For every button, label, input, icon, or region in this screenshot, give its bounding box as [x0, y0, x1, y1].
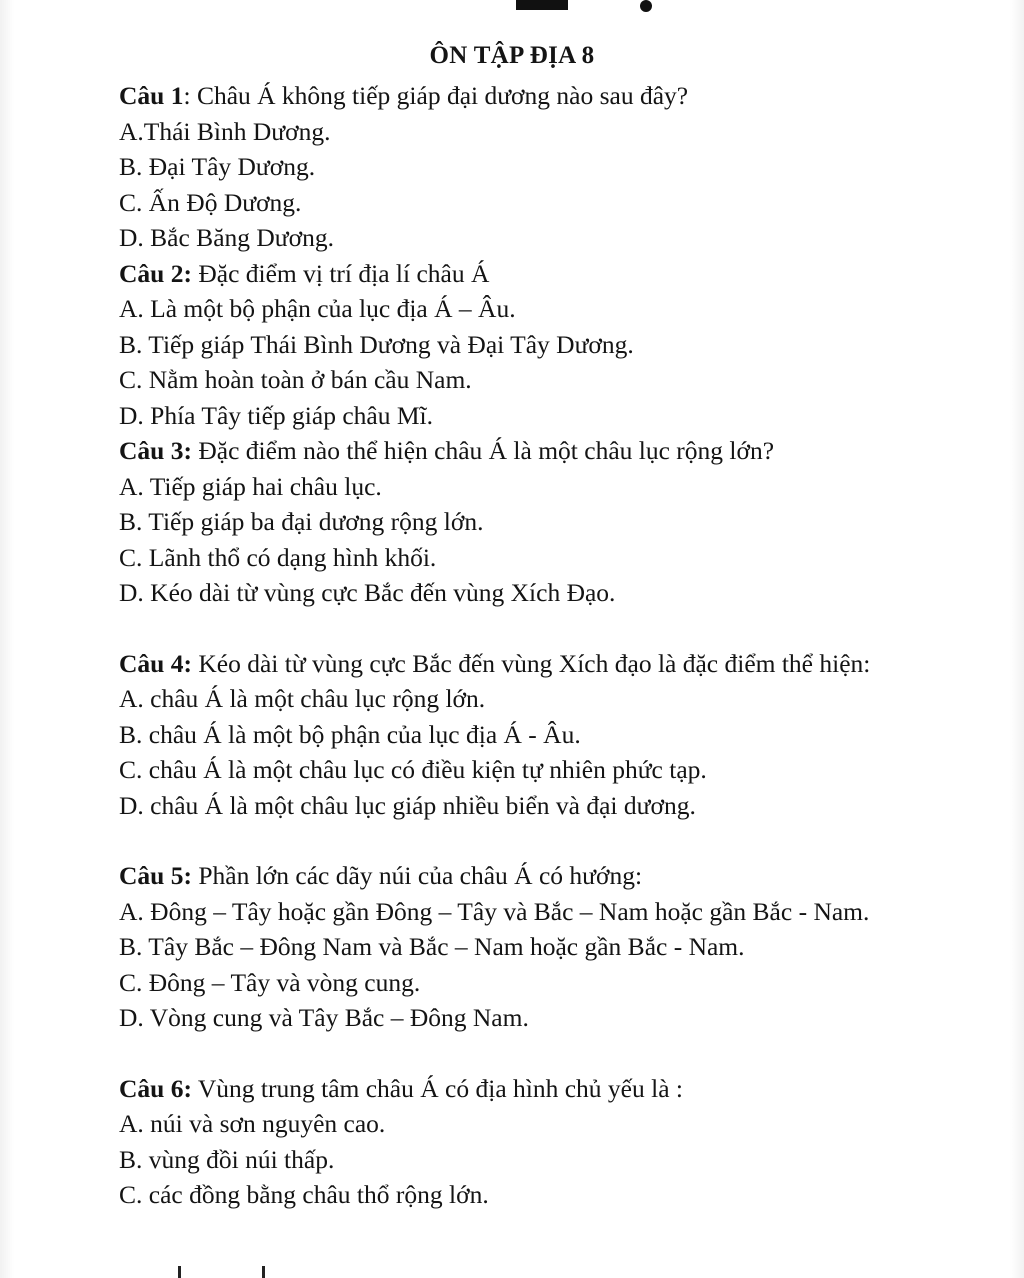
answer-option: A. Đông – Tây hoặc gần Đông – Tây và Bắc – Nam hoặc gần Bắc - Nam. [119, 896, 870, 926]
answer-option: D. Vòng cung và Tây Bắc – Đông Nam. [119, 1003, 529, 1032]
question-line [119, 256, 929, 292]
question-line [119, 1071, 929, 1107]
question-label: Câu 2: [119, 258, 192, 288]
question-line [119, 646, 929, 682]
question-line [119, 858, 929, 894]
scan-artifact-bar [516, 0, 568, 10]
spacer [119, 611, 929, 646]
question-label: Câu 6: [119, 1073, 192, 1103]
answer-option: D. Phía Tây tiếp giáp châu Mĩ. [119, 400, 433, 430]
answer-option: C. Đông – Tây và vòng cung. [119, 967, 421, 997]
document-title: ÔN TẬP ĐỊA 8 [429, 42, 595, 69]
spacer [119, 823, 929, 858]
answer-option: A.Thái Bình Dương. [119, 116, 331, 146]
answer-option: B. châu Á là một bộ phận của lục địa Á - Âu. [119, 719, 581, 749]
question-line [119, 78, 929, 114]
question-label: Câu 1 [119, 81, 184, 110]
scan-artifact-mark [262, 1266, 265, 1278]
answer-option: A. núi và sơn nguyên cao. [119, 1109, 386, 1138]
answer-option: B. Tiếp giáp Thái Bình Dương và Đại Tây Dương. [119, 329, 634, 359]
question-text: Phần lớn các dãy núi của châu Á có hướng: [191, 861, 643, 890]
question-label: Câu 4: [119, 648, 192, 678]
answer-option: D. Kéo dài từ vùng cực Bắc đến vùng Xích Đạo. [119, 578, 616, 607]
question-text: Kéo dài từ vùng cực Bắc đến vùng Xích đạo là đặc điểm thể hiện: [191, 648, 871, 678]
question-text: Đặc điểm nào thể hiện châu Á là một châu lục rộng lớn? [191, 436, 775, 465]
answer-option: C. các đồng bằng châu thổ rộng lớn. [119, 1180, 489, 1209]
scan-artifact-dot [640, 0, 652, 12]
question-block [119, 433, 929, 611]
answer-option: C. Ấn Độ Dương. [119, 187, 302, 217]
question-block [119, 1071, 929, 1213]
question-text: Vùng trung tâm châu Á có địa hình chủ yếu là : [191, 1073, 683, 1103]
answer-option: C. Lãnh thổ có dạng hình khối. [119, 542, 437, 572]
question-text: : Châu Á không tiếp giáp đại dương nào sau đây? [183, 81, 689, 110]
answer-option: A. Là một bộ phận của lục địa Á – Âu. [119, 294, 516, 323]
question-block [119, 858, 929, 1036]
question-text: Đặc điểm vị trí địa lí châu Á [191, 258, 490, 288]
question-label: Câu 5: [119, 861, 192, 890]
question-block [119, 256, 929, 434]
answer-option: D. Bắc Băng Dương. [119, 223, 334, 252]
answer-option: A. châu Á là một châu lục rộng lớn. [119, 684, 486, 713]
answer-option: B. Tiếp giáp ba đại dương rộng lớn. [119, 507, 484, 536]
question-block [119, 78, 929, 256]
answer-option: B. Tây Bắc – Đông Nam và Bắc – Nam hoặc gần Bắc - Nam. [119, 932, 745, 961]
answer-option: C. Nằm hoàn toàn ở bán cầu Nam. [119, 365, 472, 394]
answer-option: A. Tiếp giáp hai châu lục. [119, 471, 382, 501]
spacer [119, 1036, 929, 1071]
answer-option: B. vùng đồi núi thấp. [119, 1144, 335, 1174]
answer-option: C. châu Á là một châu lục có điều kiện tự nhiên phức tạp. [119, 755, 707, 784]
question-list [119, 78, 929, 1213]
answer-option: D. châu Á là một châu lục giáp nhiều biển và đại dương. [119, 790, 696, 820]
answer-option: B. Đại Tây Dương. [119, 152, 316, 181]
question-block [119, 646, 929, 824]
question-line [119, 433, 929, 469]
scan-artifact-mark [178, 1266, 181, 1278]
question-label: Câu 3: [119, 436, 192, 465]
